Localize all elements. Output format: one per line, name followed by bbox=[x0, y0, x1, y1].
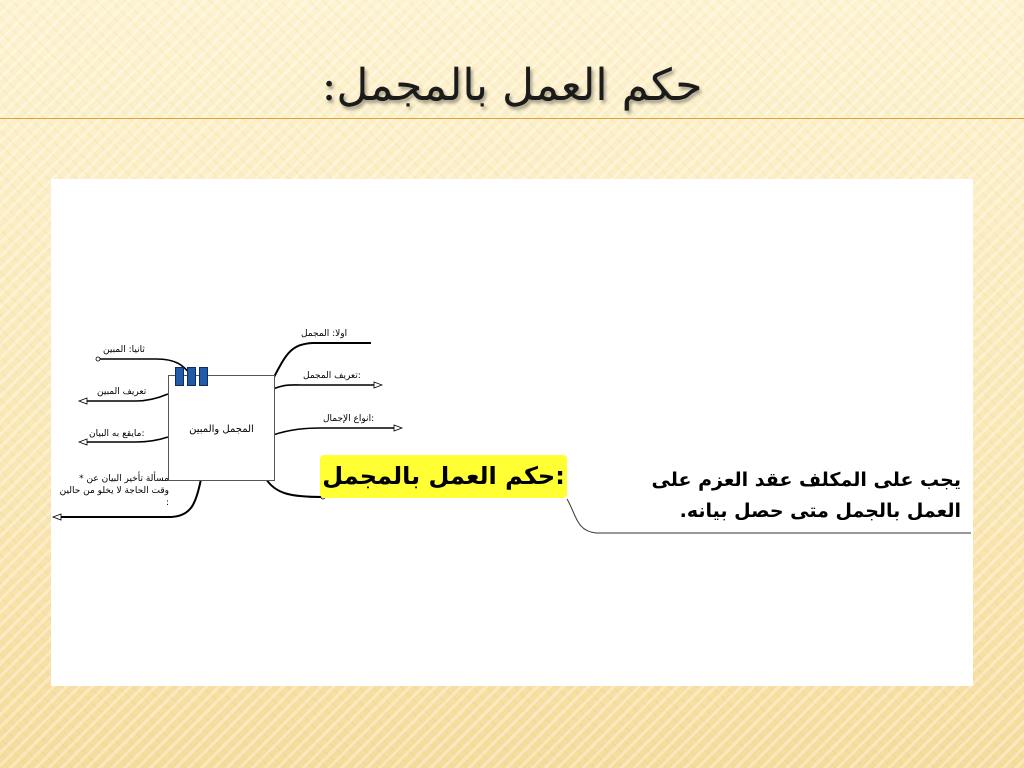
highlighted-node-label: :حكم العمل بالمجمل bbox=[322, 462, 565, 490]
mindmap-panel bbox=[51, 179, 973, 686]
node-left-1[interactable]: ثانيا: المبين bbox=[103, 345, 145, 355]
slide-title: حكم العمل بالمجمل: bbox=[321, 60, 703, 111]
node-left-2[interactable]: تعريف المبين bbox=[97, 387, 147, 397]
node-right-2[interactable]: :تعريف المجمل bbox=[303, 371, 361, 381]
node-left-4[interactable]: مسألة تأخير البيان عن * وقت الحاجة لا يخلو من حالين : bbox=[59, 474, 169, 508]
arrow-left-3 bbox=[79, 439, 87, 445]
arrow-left-4 bbox=[53, 514, 61, 520]
central-node-label: المجمل والمبين bbox=[189, 424, 254, 435]
bar-icon bbox=[187, 367, 196, 386]
connector-right-2 bbox=[273, 385, 374, 389]
node-dot bbox=[96, 357, 100, 361]
highlighted-node[interactable] bbox=[320, 455, 567, 498]
arrow-left-2 bbox=[79, 398, 87, 404]
node-right-3[interactable]: :انواع الإجمال bbox=[323, 414, 375, 424]
node-right-1[interactable]: اولا: المجمل bbox=[301, 329, 348, 339]
title-divider bbox=[0, 118, 1024, 119]
connector-right-3 bbox=[273, 428, 394, 435]
connector-right-4 bbox=[266, 479, 323, 497]
bar-icon bbox=[175, 367, 184, 386]
arrow-right-3 bbox=[394, 425, 402, 431]
rule-text: يجب على المكلف عقد العزم على العمل بالجمل متى حصل بيانه. bbox=[651, 469, 961, 522]
arrow-right-2 bbox=[374, 382, 382, 388]
node-left-3[interactable]: :مايقع به البيان bbox=[89, 429, 145, 439]
central-node[interactable] bbox=[168, 375, 275, 481]
bar-icon bbox=[199, 367, 208, 386]
